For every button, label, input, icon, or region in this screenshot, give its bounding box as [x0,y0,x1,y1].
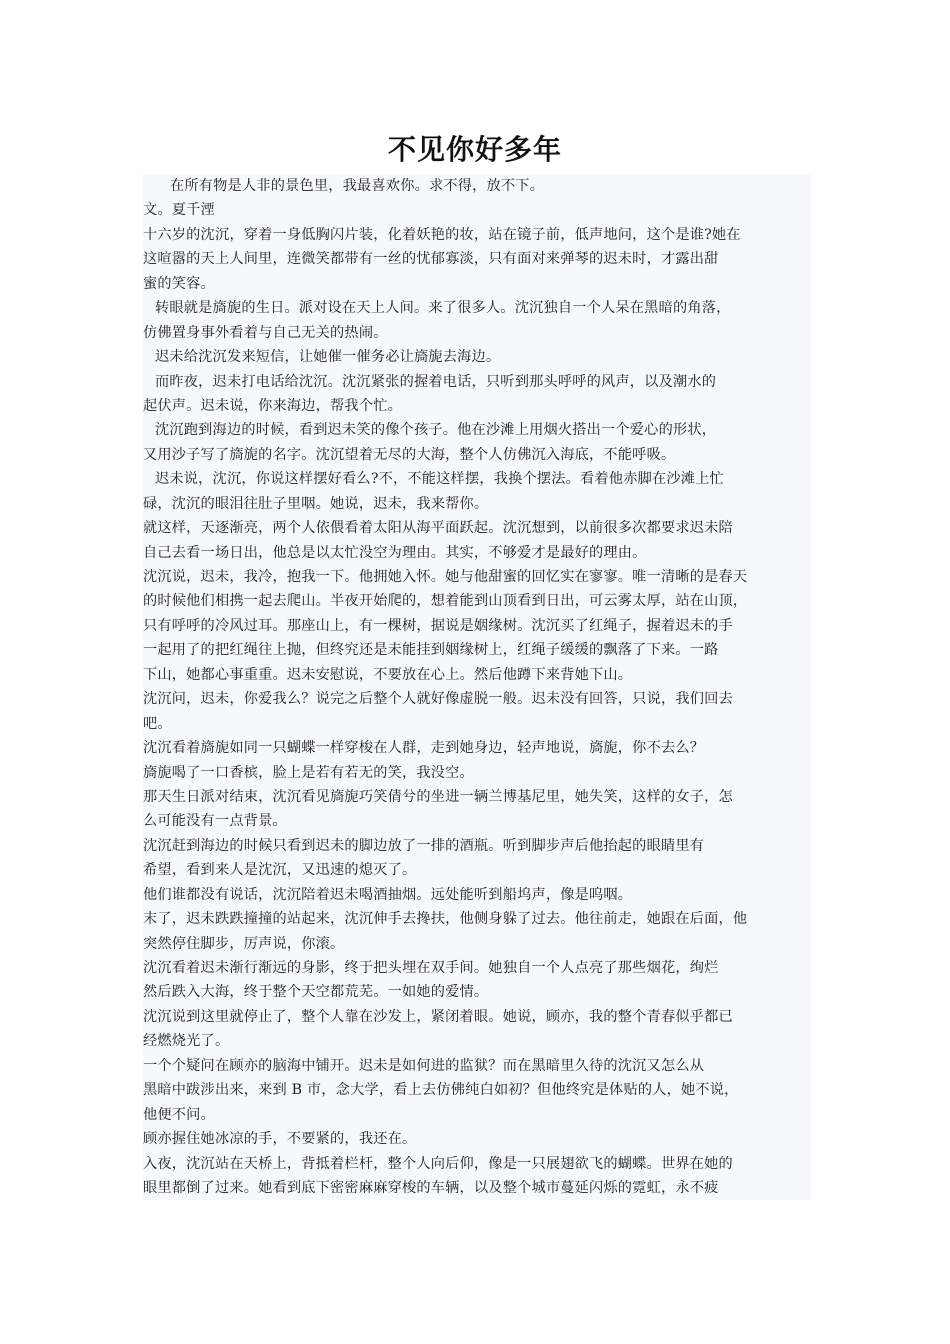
text-line: 吧。 [143,715,172,732]
text-line: 沈沉看着旖旎如同一只蝴蝶一样穿梭在人群，走到她身边，轻声地说，旖旎，你不去么？ [143,740,705,757]
text-line: 的时候他们相携一起去爬山。半夜开始爬的，想着能到山顶看到日出，可云雾太厚，站在山顶， [143,593,748,610]
text-line: 黑暗中跋涉出来，来到 B 市，念大学，看上去仿佛纯白如初？但他终究是体贴的人，她不说， [143,1082,739,1099]
text-line: 顾亦握住她冰凉的手，不要紧的，我还在。 [143,1131,417,1148]
text-line: 而昨夜，迟未打电话给沈沉。沈沉紧张的握着电话，只听到那头呼呼的风声，以及潮水的 [155,373,717,390]
text-line: 沈沉跑到海边的时候，看到迟未笑的像个孩子。他在沙滩上用烟火搭出一个爱心的形状， [155,422,717,439]
text-line: 只有呼呼的冷风过耳。那座山上，有一棵树，据说是姻缘树。沈沉买了红绳子，握着迟未的手 [143,617,733,634]
text-line: 沈沉看着迟未渐行渐远的身影，终于把头埋在双手间。她独自一个人点亮了那些烟花，绚烂 [143,960,719,976]
text-line: 碌，沈沉的眼泪往肚子里咽。她说，迟未，我来帮你。 [143,495,489,512]
text-line: 希望，看到来人是沈沉，又迅速的熄灭了。 [143,862,417,879]
text-line: 经燃烧光了。 [143,1033,230,1050]
text-line: 沈沉说，迟未，我冷，抱我一下。他拥她入怀。她与他甜蜜的回忆实在寥寥。唯一清晰的是春天 [143,569,748,585]
text-line: 迟未说，沈沉，你说这样摆好看么?不，不能这样摆，我换个摆法。看着他赤脚在沙滩上忙 [155,471,724,488]
text-line: 下山，她都心事重重。迟未安慰说，不要放在心上。然后他蹲下来背她下山。 [143,666,633,683]
text-line: 末了，迟未跌跌撞撞的站起来，沈沉伸手去搀扶，他侧身躲了过去。他往前走，她跟在后面，他 [143,911,748,928]
text-line: 起伏声。迟未说，你来海边，帮我个忙。 [143,397,402,414]
text-line: 蜜的笑容。 [143,275,215,292]
text-line: 突然停住脚步，厉声说，你滚。 [143,935,345,952]
text-line: 十六岁的沈沉，穿着一身低胸闪片装，化着妖艳的妆，站在镜子前，低声地问，这个是谁?她在 [143,226,741,243]
text-line: 在所有物是人非的景色里，我最喜欢你。求不得，放不下。 [170,178,545,194]
text-line: 迟未给沈沉发来短信，让她催一催务必让旖旎去海边。 [155,349,501,366]
text-line: 么可能没有一点背景。 [143,813,287,830]
text-line: 自己去看一场日出，他总是以太忙没空为理由。其实，不够爱才是最好的理由。 [143,544,647,561]
text-line: 沈沉说到这里就停止了，整个人靠在沙发上，紧闭着眼。她说，顾亦，我的整个青春似乎都已 [143,1008,733,1025]
text-line: 一起用了的把红绳往上抛，但终究还是未能挂到姻缘树上，红绳子缓缓的飘落了下来。一路 [143,642,719,659]
text-line: 他们谁都没有说话，沈沉陪着迟未喝酒抽烟。远处能听到船坞声，像是呜咽。 [143,886,633,903]
text-line: 入夜，沈沉站在天桥上，背抵着栏杆，整个人向后仰，像是一只展翅欲飞的蝴蝶。世界在她的 [143,1155,733,1172]
text-line: 转眼就是旖旎的生日。派对设在天上人间。来了很多人。沈沉独自一个人呆在黑暗的角落， [155,300,731,317]
text-line: 这喧嚣的天上人间里，连微笑都带有一丝的忧郁寡淡，只有面对来弹琴的迟未时，才露出甜 [143,251,719,268]
text-line: 又用沙子写了旖旎的名字。沈沉望着无尽的大海，整个人仿佛沉入海底，不能呼吸。 [143,446,676,463]
text-line: 文。夏千湮 [143,202,215,219]
text-line: 仿佛置身事外看着与自己无关的热闹。 [143,324,388,341]
document-title: 不见你好多年 [387,133,562,166]
text-line: 他便不问。 [143,1106,215,1123]
text-line: 就这样，天逐渐亮，两个人依偎看着太阳从海平面跃起。沈沉想到，以前很多次都要求迟未陪 [143,520,733,537]
text-line: 沈沉问，迟未，你爱我么？说完之后整个人就好像虚脱一般。迟未没有回答，只说，我们回去 [143,691,733,708]
text-line: 沈沉赶到海边的时候只看到迟未的脚边放了一排的酒瓶。听到脚步声后他抬起的眼睛里有 [143,837,705,854]
text-line: 然后跌入大海，终于整个天空都荒芜。一如她的爱情。 [143,984,489,1001]
text-line: 眼里都倒了过来。她看到底下密密麻麻穿梭的车辆，以及整个城市蔓延闪烁的霓虹，永不疲 [143,1179,719,1196]
document-body [143,174,811,1200]
text-line: 那天生日派对结束，沈沉看见旖旎巧笑倩兮的坐进一辆兰博基尼里，她失笑，这样的女子，怎 [143,788,733,805]
text-line: 旖旎喝了一口香槟，脸上是若有若无的笑，我没空。 [143,764,474,781]
text-line: 一个个疑问在顾亦的脑海中铺开。迟未是如何进的监狱？而在黑暗里久待的沈沉又怎么从 [143,1057,705,1074]
